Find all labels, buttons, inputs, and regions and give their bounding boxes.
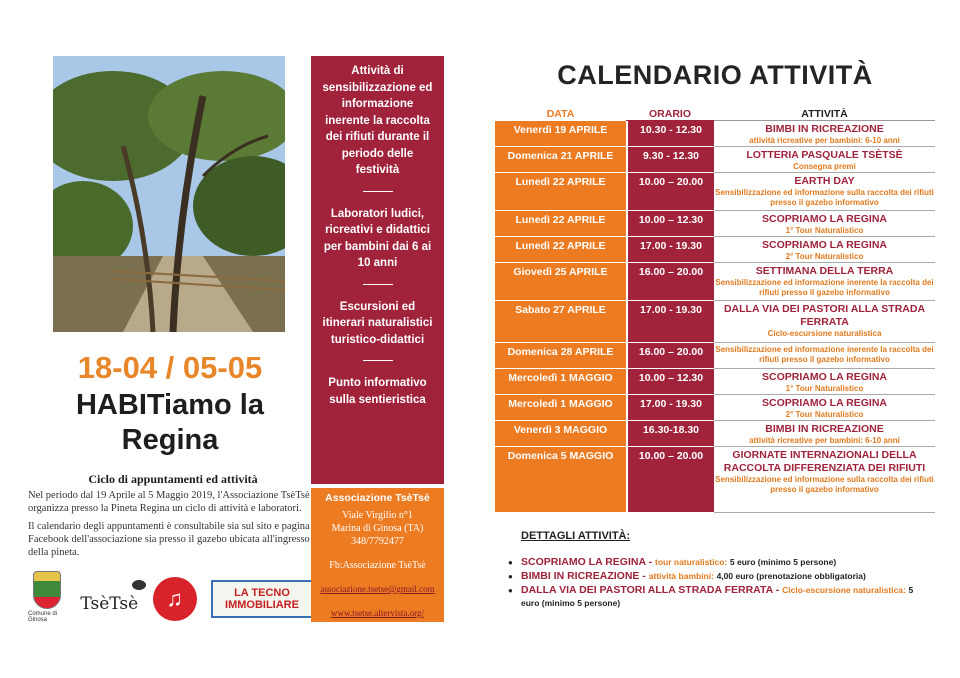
- calendar-rows: [495, 121, 935, 513]
- intro-paragraph-1: Nel periodo dal 19 Aprile al 5 Maggio 2019, l'Associazione TsèTsè organizza presso la Pineta Regina un ciclo di attività e laboratori.: [28, 490, 310, 514]
- details-item-name: BIMBI IN RICREAZIONE: [521, 570, 640, 582]
- row-activity: [714, 421, 935, 447]
- activity-name: SETTIMANA DELLA TERRA: [755, 265, 894, 277]
- row-time: 10.30 - 12.30: [626, 121, 714, 147]
- activity-name: SCOPRIAMO LA REGINA: [761, 397, 888, 409]
- calendar-row: [495, 263, 935, 301]
- details-item-price: 5 euro (minimo 5 persone): [729, 557, 837, 567]
- event-date-range: 18-04 / 05-05: [77, 350, 263, 385]
- row-time: 17.00 - 19.30: [626, 237, 714, 263]
- activity-name: SCOPRIAMO LA REGINA: [761, 371, 888, 383]
- crest-icon: [33, 571, 61, 609]
- activity-description: 2° Tour Naturalistico: [785, 252, 864, 261]
- row-date: Venerdì 19 APRILE: [495, 121, 626, 147]
- activity-description: Ciclo-escursione naturalistica: [767, 329, 882, 338]
- row-time: 16.30-18.30: [626, 421, 714, 447]
- activity-description: Sensibilizzazione ed informazione inerente la raccolta dei rifiuti presso il gazebo informativo: [715, 278, 934, 297]
- activity-name: EARTH DAY: [794, 175, 855, 187]
- activity-description: 1° Tour Naturalistico: [785, 226, 864, 235]
- details-item-kind: tour naturalistico:: [655, 557, 728, 567]
- row-date: Sabato 27 APRILE: [495, 301, 626, 343]
- row-date: Giovedì 25 APRILE: [495, 263, 626, 301]
- activity-description: attività ricreative per bambini: 6-10 anni: [749, 436, 900, 445]
- row-activity: [714, 147, 935, 173]
- row-activity: [714, 369, 935, 395]
- activity-name: GIORNATE INTERNAZIONALI DELLA RACCOLTA DIFFERENZIATA DEI RIFIUTI: [723, 449, 926, 474]
- activity-name: SCOPRIAMO LA REGINA: [761, 239, 888, 251]
- intro-text: [28, 489, 318, 564]
- activity-description: Sensibilizzazione ed informazione sulla raccolta dei rifiuti presso il gazebo informativo: [715, 475, 934, 494]
- details-item-kind: Ciclo-escursione naturalistica:: [782, 585, 906, 595]
- row-time: 10.00 – 20.00: [626, 173, 714, 211]
- contact-phone: 348/7792477: [351, 536, 404, 547]
- tecno-line-1: LA TECNO: [234, 587, 290, 599]
- row-activity: [714, 173, 935, 211]
- calendar-row: [495, 343, 935, 369]
- calendar-header-row: [495, 107, 935, 121]
- tecno-line-2: IMMOBILIARE: [225, 599, 299, 611]
- calendar-row: [495, 369, 935, 395]
- activities-summary-panel: [311, 56, 444, 484]
- summary-block-2: Laboratori ludici, ricreativi e didattici per bambini dai 6 ai 10 anni: [323, 207, 432, 269]
- details-title: DETTAGLI ATTIVITÀ:: [521, 530, 631, 542]
- contact-email-link[interactable]: associazione.tsetse@gmail.com: [320, 584, 435, 594]
- row-date: Venerdì 3 MAGGIO: [495, 421, 626, 447]
- calendar-title: CALENDARIO ATTIVITÀ: [557, 60, 873, 90]
- tsetse-logo-text: TsèTsè: [80, 594, 139, 614]
- row-date: Domenica 28 APRILE: [495, 343, 626, 369]
- calendar-row: [495, 121, 935, 147]
- row-activity: [714, 343, 935, 369]
- calendar-row: [495, 301, 935, 343]
- activity-name: SCOPRIAMO LA REGINA: [761, 213, 888, 225]
- intro-paragraph-2: Il calendario degli appuntamenti è consultabile sia sul sito e pagina Facebook dell'associazione sia presso il gazebo ubicata all'ingresso della pineta.: [28, 521, 310, 558]
- row-activity: [714, 447, 935, 513]
- activity-description: 1° Tour Naturalistico: [785, 384, 864, 393]
- row-activity: [714, 301, 935, 343]
- row-date: Domenica 21 APRILE: [495, 147, 626, 173]
- details-item: ● SCOPRIAMO LA REGINA - tour naturalistico: 5 euro (minimo 5 persone): [508, 556, 928, 569]
- treble-clef-icon: ♫: [166, 586, 183, 611]
- row-time: 9.30 - 12.30: [626, 147, 714, 173]
- calendar-row: [495, 173, 935, 211]
- activity-description: 2° Tour Naturalistico: [785, 410, 864, 419]
- row-time: 17.00 - 19.30: [626, 395, 714, 421]
- row-activity: [714, 121, 935, 147]
- calendar-row: [495, 421, 935, 447]
- forest-illustration: [53, 56, 285, 332]
- calendar-row: [495, 211, 935, 237]
- summary-block-3: Escursioni ed itinerari naturalistici turistico-didattici: [322, 300, 433, 346]
- details-item-price: 5 euro (minimo 5 persone): [521, 585, 914, 608]
- row-activity: [714, 211, 935, 237]
- details-item-name: SCOPRIAMO LA REGINA: [521, 556, 646, 568]
- details-item: ● DALLA VIA DEI PASTORI ALLA STRADA FERRATA - Ciclo-escursione naturalistica: 5 euro (minimo 5 persone): [508, 584, 928, 610]
- header-date: DATA: [546, 108, 575, 120]
- calendar-table: [495, 107, 935, 513]
- contact-address-1: Viale Virgilio n°1: [342, 510, 413, 521]
- row-activity: [714, 237, 935, 263]
- tecno-immobiliare-logo: [211, 580, 313, 618]
- separator: [363, 360, 393, 361]
- activity-name: LOTTERIA PASQUALE TSÈTSÈ: [746, 149, 903, 161]
- row-date: Lunedì 22 APRILE: [495, 173, 626, 211]
- details-item-kind: attività bambini:: [648, 571, 714, 581]
- details-item-name: DALLA VIA DEI PASTORI ALLA STRADA FERRATA: [521, 584, 773, 596]
- row-date: Lunedì 22 APRILE: [495, 211, 626, 237]
- event-title-line-2: Regina: [121, 424, 219, 456]
- activity-description: attività ricreative per bambini: 6-10 anni: [749, 136, 900, 145]
- contact-website-link[interactable]: www.tsetse.altervista.org/: [331, 608, 424, 618]
- row-time: 10.00 – 20.00: [626, 447, 714, 513]
- row-date: Mercoledì 1 MAGGIO: [495, 369, 626, 395]
- activity-name: BIMBI IN RICREAZIONE: [765, 123, 884, 135]
- separator: [363, 191, 393, 192]
- music-association-logo: [153, 577, 197, 621]
- calendar-row: [495, 395, 935, 421]
- row-activity: [714, 395, 935, 421]
- details-item: ● BIMBI IN RICREAZIONE - attività bambini: 4,00 euro (prenotazione obbligatoria): [508, 570, 928, 583]
- separator: [363, 284, 393, 285]
- summary-block-1: Attività di sensibilizzazione ed informazione inerente la raccolta dei rifiuti durante il periodo delle festività: [322, 65, 433, 176]
- activity-name: DALLA VIA DEI PASTORI ALLA STRADA FERRATA: [723, 303, 926, 328]
- row-time: 17.00 - 19.30: [626, 301, 714, 343]
- row-time: 10.00 – 12.30: [626, 369, 714, 395]
- contact-address-2: Marina di Ginosa (TA): [331, 523, 424, 534]
- tsetse-logo: [80, 584, 138, 614]
- intro-heading: Ciclo di appuntamenti ed attività: [88, 472, 258, 486]
- header-time: ORARIO: [626, 107, 714, 121]
- header-activity: ATTIVITÀ: [714, 107, 935, 121]
- calendar-row: [495, 447, 935, 513]
- comune-ginosa-logo: [28, 571, 66, 627]
- activity-description: Sensibilizzazione ed informazione sulla raccolta dei rifiuti presso il gazebo informativo: [715, 188, 934, 207]
- sponsor-logos: [28, 570, 313, 628]
- row-date: Mercoledì 1 MAGGIO: [495, 395, 626, 421]
- calendar-row: [495, 237, 935, 263]
- row-time: 10.00 – 12.30: [626, 211, 714, 237]
- contact-facebook: Fb:Associazione TsèTsè: [329, 560, 426, 571]
- details-item-price: 4,00 euro (prenotazione obbligatoria): [716, 571, 866, 581]
- row-time: 16.00 – 20.00: [626, 263, 714, 301]
- event-title: [40, 388, 300, 458]
- details-list: [508, 556, 928, 611]
- contact-org: Associazione TsèTsè: [325, 492, 430, 504]
- activity-description: Sensibilizzazione ed informazione inerente la raccolta dei rifiuti presso il gazebo informativo: [715, 345, 934, 364]
- row-activity: [714, 263, 935, 301]
- row-date: Domenica 5 MAGGIO: [495, 447, 626, 513]
- activity-name: BIMBI IN RICREAZIONE: [765, 423, 884, 435]
- comune-label: Comune di Ginosa: [28, 611, 58, 623]
- activity-description: Consegna premi: [793, 162, 856, 171]
- row-date: Lunedì 22 APRILE: [495, 237, 626, 263]
- calendar-row: [495, 147, 935, 173]
- pine-forest-photo: [53, 56, 285, 332]
- summary-block-4: Punto informativo sulla sentieristica: [328, 377, 427, 406]
- row-time: 16.00 – 20.00: [626, 343, 714, 369]
- fly-icon: [132, 580, 146, 590]
- event-title-line-1: HABITiamo la: [75, 389, 264, 421]
- contact-panel: [311, 488, 444, 622]
